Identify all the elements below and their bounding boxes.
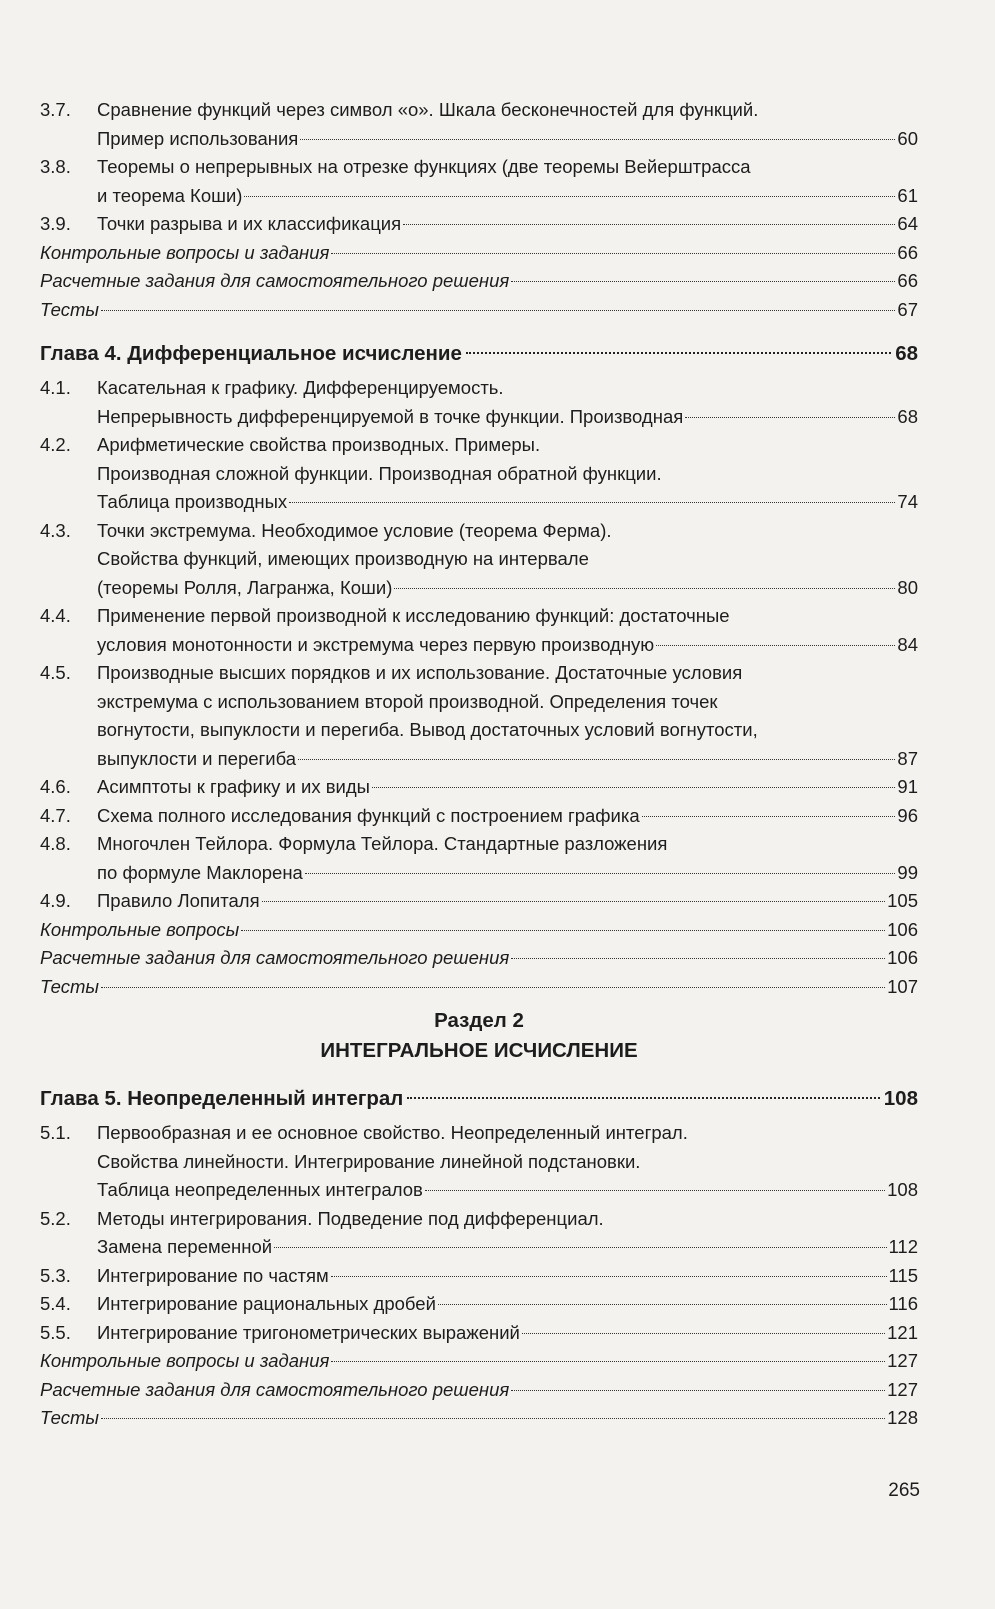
dot-leader bbox=[394, 588, 895, 589]
entry-text: (теоремы Ролля, Лагранжа, Коши) bbox=[97, 576, 393, 598]
entry-page: 112 bbox=[888, 1236, 918, 1257]
dot-leader bbox=[656, 645, 895, 646]
toc-entry bbox=[40, 1290, 918, 1319]
entry-page: 96 bbox=[897, 804, 918, 826]
chapter-page: 108 bbox=[883, 1087, 918, 1110]
entry-body bbox=[40, 916, 918, 945]
entry-body bbox=[97, 1319, 918, 1348]
entry-body bbox=[40, 239, 918, 268]
entry-page: 108 bbox=[887, 1179, 918, 1200]
entry-text: Замена переменной bbox=[97, 1236, 273, 1257]
toc-entry bbox=[40, 802, 918, 831]
entry-text: Арифметические свойства производных. Примеры. bbox=[97, 434, 541, 455]
chapter-heading bbox=[40, 338, 918, 370]
entry-line bbox=[97, 374, 918, 403]
entry-number: 4.7. bbox=[40, 804, 71, 826]
entry-page: 64 bbox=[897, 213, 918, 234]
entry-body bbox=[97, 431, 918, 517]
entry-text: Интегрирование рациональных дробей bbox=[97, 1293, 436, 1314]
entry-body bbox=[97, 517, 918, 603]
chapter-title: Глава 5. Неопределенный интеграл bbox=[40, 1087, 404, 1110]
entry-number: 5.3. bbox=[40, 1264, 71, 1286]
entry-number: 3.9. bbox=[40, 213, 71, 234]
toc-aux-entry bbox=[40, 944, 918, 973]
toc-entry bbox=[40, 210, 918, 239]
dot-leader bbox=[466, 352, 891, 354]
entry-line bbox=[97, 1233, 918, 1262]
entry-line bbox=[97, 125, 918, 154]
entry-text: Свойства линейности. Интегрирование линейной подстановки. bbox=[97, 1150, 641, 1172]
entry-line bbox=[97, 1262, 918, 1291]
entry-line bbox=[97, 96, 918, 125]
toc-entry bbox=[40, 96, 918, 153]
toc-entry bbox=[40, 887, 918, 916]
entry-text: Контрольные вопросы и задания bbox=[40, 1350, 330, 1371]
section-label: Раздел 2 bbox=[434, 1009, 524, 1032]
entry-line bbox=[97, 602, 918, 631]
entry-number: 4.4. bbox=[40, 605, 71, 626]
dot-leader bbox=[372, 787, 895, 788]
entry-page: 66 bbox=[897, 241, 918, 263]
entry-text: Производные высших порядков и их использование. Достаточные условия bbox=[97, 662, 743, 683]
entry-text: Применение первой производной к исследованию функций: достаточные bbox=[97, 605, 730, 626]
entry-text: и теорема Коши) bbox=[97, 184, 243, 206]
entry-text: Касательная к графику. Дифференцируемость. bbox=[97, 377, 504, 398]
entry-page: 68 bbox=[897, 405, 918, 427]
chapter-title: Глава 4. Дифференциальное исчисление bbox=[40, 342, 462, 365]
dot-leader bbox=[101, 987, 885, 988]
entry-text: Интегрирование тригонометрических выражений bbox=[97, 1321, 520, 1343]
toc-entry bbox=[40, 517, 918, 603]
entry-text: Свойства функций, имеющих производную на интервале bbox=[97, 548, 589, 569]
toc-entry bbox=[40, 1205, 918, 1262]
dot-leader bbox=[241, 930, 885, 931]
chapter-page: 68 bbox=[895, 342, 918, 365]
dot-leader bbox=[685, 417, 895, 418]
entry-page: 80 bbox=[897, 576, 918, 598]
entry-text: Таблица неопределенных интегралов bbox=[97, 1179, 423, 1200]
entry-line bbox=[40, 916, 918, 945]
toc-entry bbox=[40, 659, 918, 773]
entry-page: 74 bbox=[897, 491, 918, 512]
entry-page: 106 bbox=[887, 947, 918, 968]
entry-text: Расчетные задания для самостоятельного решения bbox=[40, 270, 510, 291]
section-title: ИНТЕГРАЛЬНОЕ ИСЧИСЛЕНИЕ bbox=[320, 1039, 638, 1062]
entry-page: 84 bbox=[897, 633, 918, 655]
dot-leader bbox=[331, 1361, 885, 1362]
dot-leader bbox=[403, 224, 895, 225]
entry-text: Методы интегрирования. Подведение под дифференциал. bbox=[97, 1207, 604, 1229]
entry-line bbox=[97, 716, 918, 745]
entry-number: 5.2. bbox=[40, 1207, 71, 1229]
entry-number: 4.6. bbox=[40, 776, 71, 797]
entry-line bbox=[97, 802, 918, 831]
toc-entry bbox=[40, 1119, 918, 1205]
entry-page: 127 bbox=[887, 1350, 918, 1371]
entry-number: 5.4. bbox=[40, 1293, 71, 1314]
dot-leader bbox=[331, 1276, 887, 1277]
entry-line bbox=[97, 517, 918, 546]
entry-line bbox=[97, 488, 918, 517]
entry-body bbox=[97, 96, 918, 153]
entry-body bbox=[97, 887, 918, 916]
entry-body bbox=[40, 296, 918, 325]
entry-page: 91 bbox=[897, 776, 918, 797]
entry-line bbox=[40, 944, 918, 973]
entry-number: 5.5. bbox=[40, 1321, 71, 1343]
entry-line bbox=[40, 1347, 918, 1376]
dot-leader bbox=[298, 759, 895, 760]
page-number: 265 bbox=[888, 1480, 920, 1501]
entry-text: Тесты bbox=[40, 975, 100, 997]
entry-body bbox=[40, 1404, 918, 1433]
toc-entry bbox=[40, 830, 918, 887]
entry-text: Непрерывность дифференцируемой в точке функции. Производная bbox=[97, 405, 684, 427]
entry-line bbox=[97, 1319, 918, 1348]
entry-page: 107 bbox=[887, 975, 918, 997]
dot-leader bbox=[407, 1097, 879, 1099]
dot-leader bbox=[289, 502, 895, 503]
dot-leader bbox=[300, 139, 895, 140]
entry-page: 60 bbox=[897, 127, 918, 149]
entry-text: экстремума с использованием второй производной. Определения точек bbox=[97, 690, 718, 712]
entry-text: Интегрирование по частям bbox=[97, 1264, 329, 1286]
dot-leader bbox=[511, 1390, 885, 1391]
dot-leader bbox=[274, 1247, 886, 1248]
entry-page: 87 bbox=[897, 747, 918, 769]
entry-text: Точки экстремума. Необходимое условие (теорема Ферма). bbox=[97, 519, 612, 541]
entry-body bbox=[40, 267, 918, 296]
dot-leader bbox=[101, 1418, 885, 1419]
entry-body bbox=[97, 659, 918, 773]
entry-text: Пример использования bbox=[97, 127, 299, 149]
toc-aux-entry bbox=[40, 1404, 918, 1433]
entry-body bbox=[97, 1119, 918, 1205]
entry-line bbox=[97, 574, 918, 603]
toc-entry bbox=[40, 602, 918, 659]
entry-body bbox=[97, 773, 918, 802]
entry-line bbox=[97, 210, 918, 239]
toc-aux-entry bbox=[40, 916, 918, 945]
entry-line bbox=[97, 431, 918, 460]
toc-aux-entry bbox=[40, 239, 918, 268]
entry-body bbox=[97, 374, 918, 431]
dot-leader bbox=[522, 1333, 885, 1334]
entry-page: 128 bbox=[887, 1407, 918, 1428]
entry-page: 121 bbox=[887, 1321, 918, 1343]
entry-text: Таблица производных bbox=[97, 491, 288, 512]
entry-text: Первообразная и ее основное свойство. Неопределенный интеграл. bbox=[97, 1122, 688, 1143]
entry-text: Многочлен Тейлора. Формула Тейлора. Стандартные разложения bbox=[97, 833, 668, 854]
entry-page: 115 bbox=[888, 1264, 918, 1286]
entry-text: Расчетные задания для самостоятельного решения bbox=[40, 947, 510, 968]
entry-number: 3.7. bbox=[40, 99, 71, 120]
toc-entry bbox=[40, 773, 918, 802]
entry-line bbox=[40, 1376, 918, 1405]
toc-entry bbox=[40, 374, 918, 431]
entry-line bbox=[97, 830, 918, 859]
entry-line bbox=[97, 403, 918, 432]
entry-text: Правило Лопиталя bbox=[97, 890, 260, 911]
dot-leader bbox=[305, 873, 896, 874]
entry-text: вогнутости, выпуклости и перегиба. Вывод достаточных условий вогнутости, bbox=[97, 719, 758, 740]
toc-aux-entry bbox=[40, 973, 918, 1002]
toc-entry bbox=[40, 1319, 918, 1348]
entry-line bbox=[40, 973, 918, 1002]
entry-line bbox=[97, 773, 918, 802]
entry-line bbox=[97, 1148, 918, 1177]
entry-line bbox=[97, 659, 918, 688]
entry-line bbox=[97, 1119, 918, 1148]
entry-line bbox=[97, 460, 918, 489]
dot-leader bbox=[101, 310, 895, 311]
entry-number: 3.8. bbox=[40, 156, 71, 177]
entry-number: 4.3. bbox=[40, 519, 71, 541]
entry-text: выпуклости и перегиба bbox=[97, 747, 297, 769]
entry-line bbox=[40, 296, 918, 325]
entry-body bbox=[40, 973, 918, 1002]
entry-line bbox=[40, 267, 918, 296]
entry-text: Контрольные вопросы bbox=[40, 918, 240, 940]
chapter-heading bbox=[40, 1083, 918, 1115]
entry-text: по формуле Маклорена bbox=[97, 861, 303, 883]
entry-page: 61 bbox=[897, 184, 918, 206]
dot-leader bbox=[244, 196, 895, 197]
entry-text: Схема полного исследования функций с построением графика bbox=[97, 804, 640, 826]
entry-text: Расчетные задания для самостоятельного решения bbox=[40, 1378, 510, 1400]
entry-line bbox=[97, 1290, 918, 1319]
entry-body bbox=[97, 602, 918, 659]
dot-leader bbox=[331, 253, 895, 254]
dot-leader bbox=[642, 816, 896, 817]
entry-text: Тесты bbox=[40, 1407, 100, 1428]
entry-line bbox=[97, 153, 918, 182]
dot-leader bbox=[511, 281, 895, 282]
entry-number: 4.8. bbox=[40, 833, 71, 854]
entry-line bbox=[97, 1205, 918, 1234]
entry-text: условия монотонности и экстремума через первую производную bbox=[97, 633, 655, 655]
entry-line bbox=[40, 1404, 918, 1433]
toc-aux-entry bbox=[40, 267, 918, 296]
toc-aux-entry bbox=[40, 1376, 918, 1405]
entry-number: 5.1. bbox=[40, 1122, 71, 1143]
entry-text: Асимптоты к графику и их виды bbox=[97, 776, 370, 797]
entry-page: 116 bbox=[888, 1293, 918, 1314]
entry-line bbox=[97, 887, 918, 916]
entry-page: 106 bbox=[887, 918, 918, 940]
entry-number: 4.2. bbox=[40, 434, 71, 455]
dot-leader bbox=[425, 1190, 885, 1191]
entry-text: Теоремы о непрерывных на отрезке функциях (две теоремы Вейерштрасса bbox=[97, 156, 751, 177]
dot-leader bbox=[511, 958, 885, 959]
entry-line bbox=[40, 239, 918, 268]
entry-page: 99 bbox=[897, 861, 918, 883]
entry-line bbox=[97, 545, 918, 574]
entry-body bbox=[97, 1290, 918, 1319]
entry-line bbox=[97, 745, 918, 774]
entry-text: Контрольные вопросы и задания bbox=[40, 241, 330, 263]
entry-line bbox=[97, 859, 918, 888]
toc-entry bbox=[40, 1262, 918, 1291]
entry-body bbox=[40, 1347, 918, 1376]
entry-body bbox=[40, 944, 918, 973]
entry-text: Точки разрыва и их классификация bbox=[97, 213, 402, 234]
entry-body bbox=[97, 153, 918, 210]
entry-body bbox=[97, 830, 918, 887]
entry-text: Тесты bbox=[40, 298, 100, 320]
entry-text: Сравнение функций через символ «о». Шкала бесконечностей для функций. bbox=[97, 99, 759, 120]
entry-page: 66 bbox=[897, 270, 918, 291]
entry-body bbox=[97, 1262, 918, 1291]
entry-page: 67 bbox=[897, 298, 918, 320]
entry-body bbox=[97, 1205, 918, 1262]
dot-leader bbox=[438, 1304, 887, 1305]
entry-page: 127 bbox=[887, 1378, 918, 1400]
entry-body bbox=[97, 802, 918, 831]
entry-line bbox=[97, 182, 918, 211]
dot-leader bbox=[262, 901, 886, 902]
toc-aux-entry bbox=[40, 296, 918, 325]
entry-number: 4.1. bbox=[40, 377, 71, 398]
entry-body bbox=[40, 1376, 918, 1405]
entry-text: Производная сложной функции. Производная обратной функции. bbox=[97, 462, 662, 484]
entry-number: 4.9. bbox=[40, 890, 71, 911]
entry-page: 105 bbox=[887, 890, 918, 911]
entry-line bbox=[97, 1176, 918, 1205]
toc-entry bbox=[40, 153, 918, 210]
entry-body bbox=[97, 210, 918, 239]
toc-entry bbox=[40, 431, 918, 517]
entry-line bbox=[97, 688, 918, 717]
entry-number: 4.5. bbox=[40, 662, 71, 683]
entry-line bbox=[97, 631, 918, 660]
toc-aux-entry bbox=[40, 1347, 918, 1376]
